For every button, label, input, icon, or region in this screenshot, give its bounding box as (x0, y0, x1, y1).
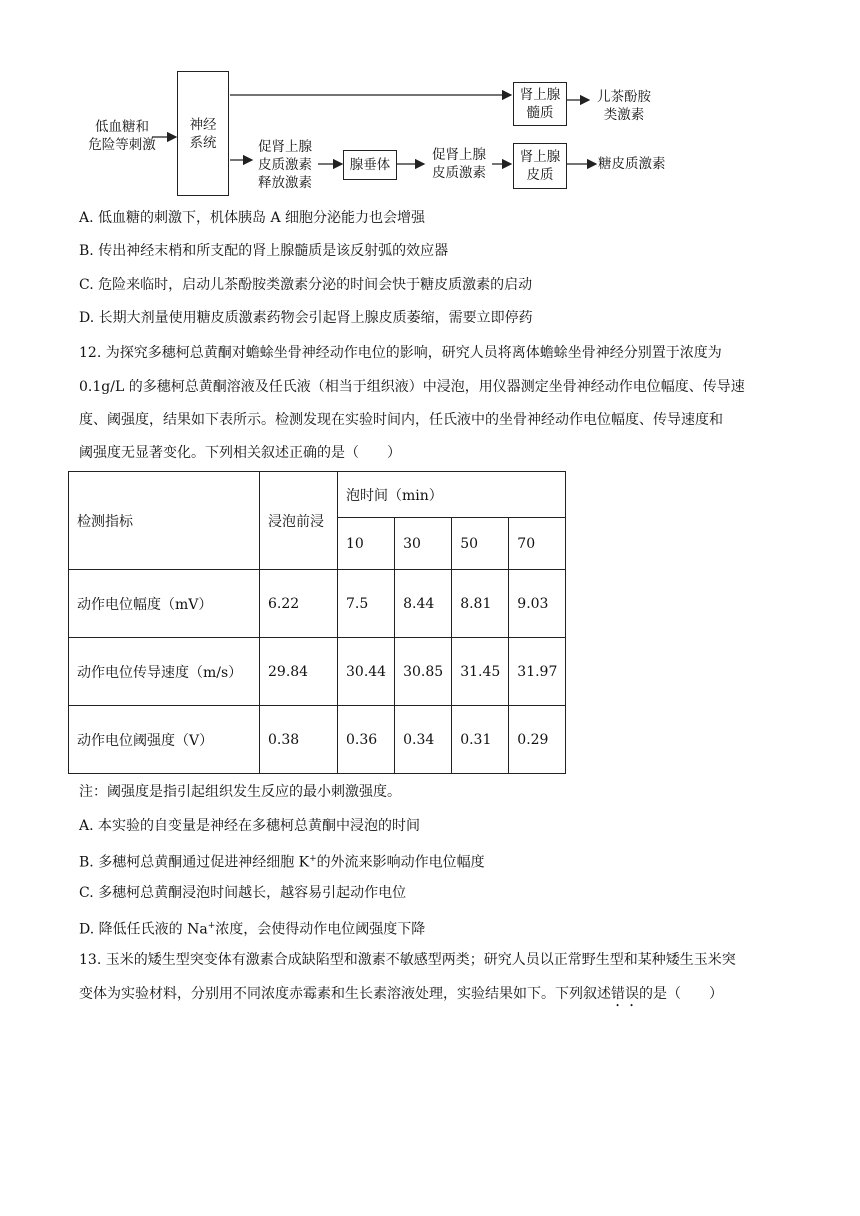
stimulus-line-2: 危险等刺激 (88, 137, 156, 153)
cell-value: 30.85 (395, 638, 452, 706)
header-time-50: 50 (452, 518, 509, 570)
catecholamine-line-1: 儿茶酚胺 (597, 89, 651, 105)
cell-value: 7.5 (338, 570, 395, 638)
catecholamine-line-2: 类激素 (603, 107, 645, 123)
q12-note: 注：阈强度是指引起组织发生反应的最小刺激强度。 (79, 784, 401, 800)
q13-stem-line-1: 13. 玉米的矮生型突变体有激素合成缺陷型和激素不敏感型两类；研究人员以正常野生型和某种矮生玉米突 (79, 952, 736, 968)
q12-option-b-post: 的外流来影响动作电位幅度 (316, 854, 485, 871)
medulla-line-2: 髓质 (526, 105, 554, 121)
cell-value: 6.22 (260, 570, 338, 638)
glucocorticoid-text: 糖皮质激素 (598, 156, 666, 172)
header-time-70: 70 (509, 518, 566, 570)
q12-option-d-post: 浓度，会使得动作电位阈强度下降 (215, 921, 426, 938)
header-time-10: 10 (338, 518, 395, 570)
cell-value: 9.03 (509, 570, 566, 638)
q12-data-table (68, 471, 566, 774)
q12-option-b-pre: B. 多穗柯总黄酮通过促进神经细胞 K (79, 854, 310, 871)
row-name: 动作电位传导速度（m/s） (69, 638, 260, 706)
cortex-line-1: 肾上腺 (519, 149, 561, 165)
table-row (69, 638, 566, 706)
cortex-line-2: 皮质 (526, 167, 554, 183)
crh-line-3: 释放激素 (258, 175, 312, 191)
q11-option-d: D. 长期大剂量使用糖皮质激素药物会引起肾上腺皮质萎缩，需要立即停药 (79, 310, 533, 326)
q13-stem-line-2 (79, 984, 723, 1010)
q12-option-c: C. 多穗柯总黄酮浸泡时间越长，越容易引起动作电位 (79, 885, 407, 901)
header-indicator: 检测指标 (69, 472, 260, 570)
q12-stem-line-3: 度、阈强度，结果如下表所示。检测发现在实验时间内，任氏液中的坐骨神经动作电位幅度、传导速度和 (79, 412, 723, 428)
q11-option-b: B. 传出神经末梢和所支配的肾上腺髓质是该反射弧的效应器 (79, 243, 449, 259)
cell-value: 8.81 (452, 570, 509, 638)
cell-value: 0.29 (509, 706, 566, 774)
crh-line-1: 促肾上腺 (258, 139, 312, 155)
row-name: 动作电位幅度（mV） (69, 570, 260, 638)
q13-line2-post: 的是（ ） (639, 986, 723, 1002)
cell-value: 31.45 (452, 638, 509, 706)
q11-option-a: A. 低血糖的刺激下，机体胰岛 A 细胞分泌能力也会增强 (79, 210, 426, 226)
q12-stem-line-2: 0.1g/L 的多穗柯总黄酮溶液及任氏液（相当于组织液）中浸泡，用仪器测定坐骨神经动作电位幅度、传导速 (79, 379, 745, 395)
q12-option-d (79, 916, 425, 940)
acth-line-2: 皮质激素 (432, 165, 486, 181)
nervous-system-line-2: 系统 (189, 134, 217, 151)
q12-stem-line-4: 阈强度无显著变化。下列相关叙述正确的是（ ） (79, 445, 401, 461)
table-row (69, 706, 566, 774)
cell-value: 31.97 (509, 638, 566, 706)
cell-value: 0.31 (452, 706, 509, 774)
header-time-30: 30 (395, 518, 452, 570)
stimulus-line-1: 低血糖和 (95, 119, 149, 135)
header-time: 泡时间（min） (338, 472, 566, 518)
cell-value: 0.38 (260, 706, 338, 774)
diagram-arrows (0, 0, 860, 210)
cell-value: 29.84 (260, 638, 338, 706)
medulla-line-1: 肾上腺 (519, 87, 561, 103)
q11-option-c: C. 危险来临时，启动儿茶酚胺类激素分泌的时间会快于糖皮质激素的启动 (79, 277, 533, 293)
q12-option-d-pre: D. 降低任氏液的 Na (79, 921, 208, 938)
q12-option-a: A. 本实验的自变量是神经在多穗柯总黄酮中浸泡的时间 (79, 818, 421, 834)
q13-emphasis-wrong: 错误 (611, 986, 639, 1002)
table-row (69, 570, 566, 638)
q12-stem-line-1: 12. 为探究多穗柯总黄酮对蟾蜍坐骨神经动作电位的影响，研究人员将离体蟾蜍坐骨神经分别置于浓度为 (79, 345, 722, 361)
crh-line-2: 皮质激素 (258, 157, 312, 173)
cell-value: 8.44 (395, 570, 452, 638)
q12-option-b (79, 849, 485, 873)
header-before: 浸泡前浸 (260, 472, 338, 570)
pituitary-label: 腺垂体 (349, 157, 391, 173)
na-superscript: + (207, 921, 216, 931)
cell-value: 0.34 (395, 706, 452, 774)
cell-value: 30.44 (338, 638, 395, 706)
nervous-system-line-1: 神经 (189, 116, 217, 133)
q13-line2-pre: 变体为实验材料，分别用不同浓度赤霉素和生长素溶液处理，实验结果如下。下列叙述 (79, 986, 611, 1002)
cell-value: 0.36 (338, 706, 395, 774)
k-superscript: + (309, 854, 317, 864)
acth-line-1: 促肾上腺 (432, 147, 486, 163)
row-name: 动作电位阈强度（V） (69, 706, 260, 774)
